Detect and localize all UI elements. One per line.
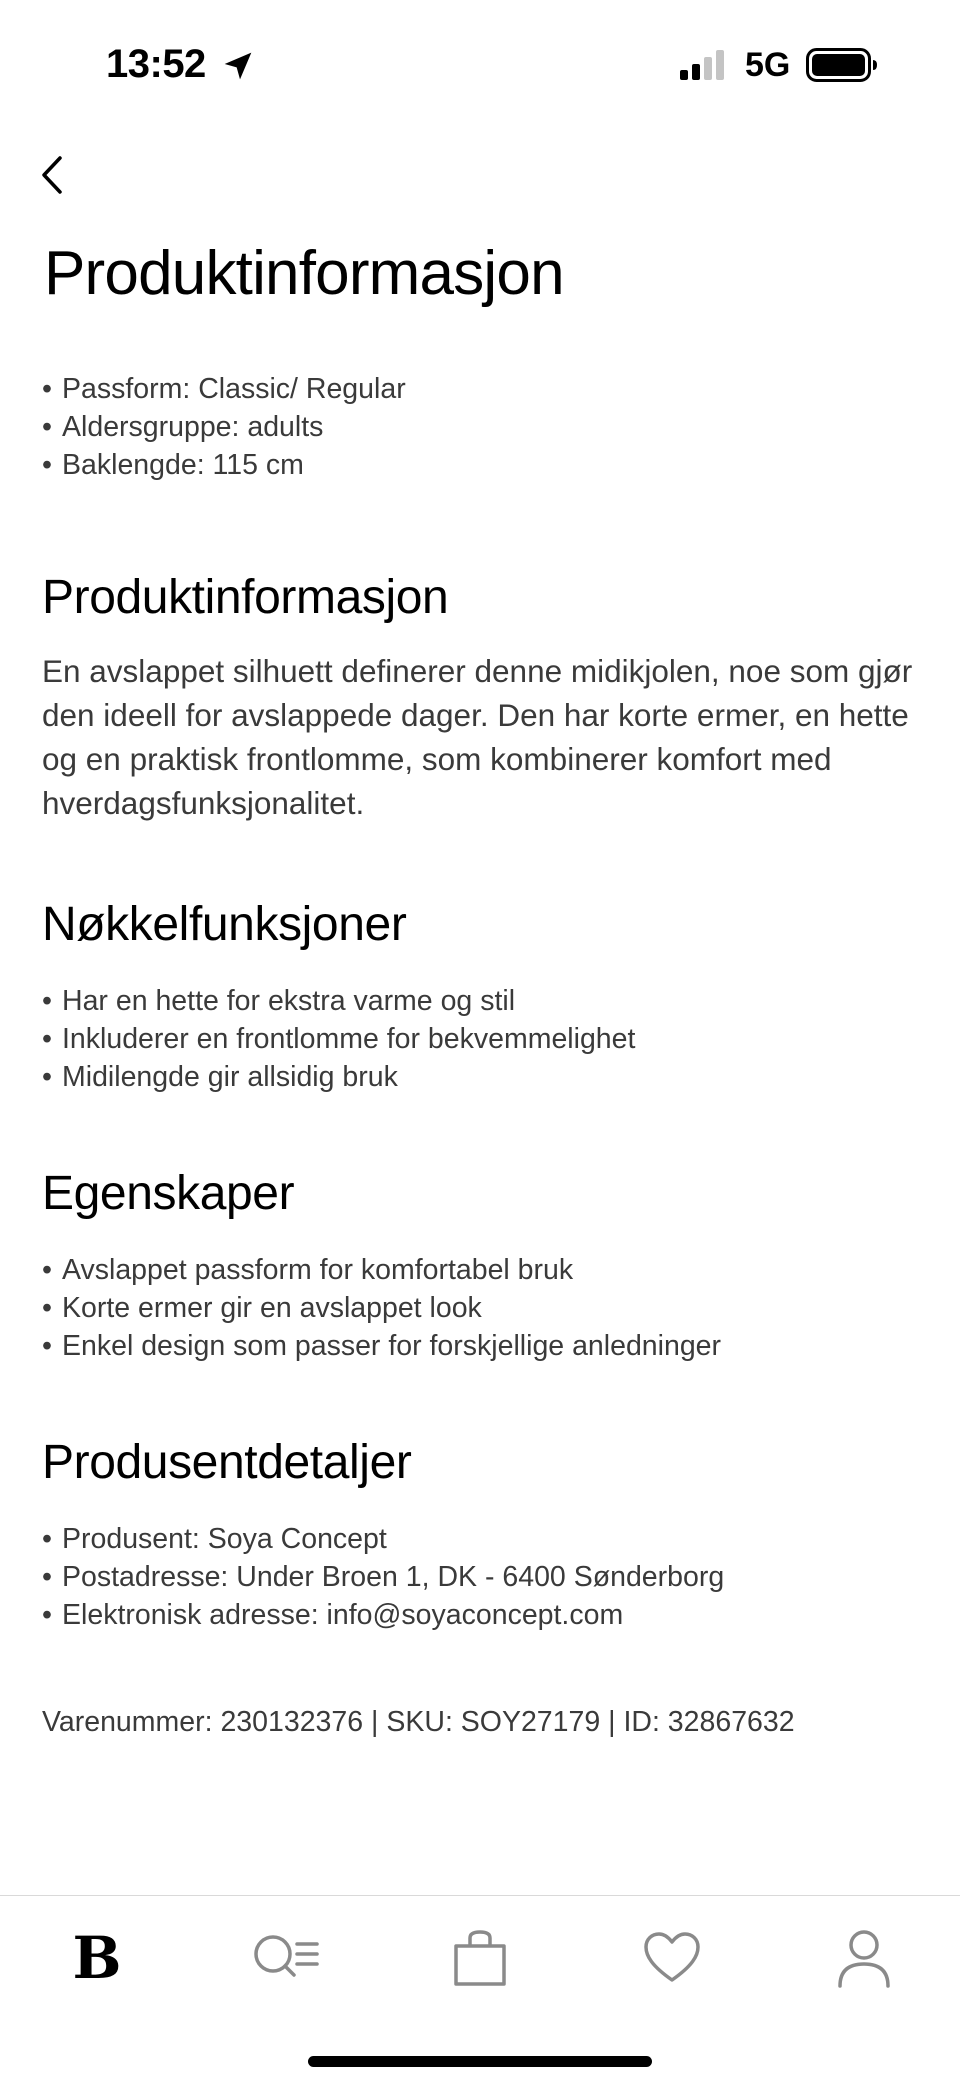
product-info-content — [42, 370, 922, 1739]
manufacturer-list — [42, 1520, 922, 1634]
network-label: 5G — [745, 46, 791, 84]
product-identifiers: Varenummer: 230132376 | SKU: SOY27179 | ID: 32867632 — [42, 1706, 795, 1738]
manufacturer-email: • Elektronisk adresse: info@soyaconcept.com — [42, 1596, 922, 1634]
battery-icon — [806, 48, 878, 82]
property-item: • Avslappet passform for komfortabel bruk — [42, 1251, 922, 1289]
brand-logo: B — [72, 1924, 122, 1992]
home-indicator — [308, 2056, 652, 2067]
page-title: Produktinformasjon — [44, 239, 564, 308]
property-item: • Korte ermer gir en avslappet look — [42, 1289, 922, 1327]
spec-item: • Baklengde: 115 cm — [42, 446, 922, 484]
property-item: • Enkel design som passer for forskjellige anledninger — [42, 1327, 922, 1365]
shopping-bag-icon — [450, 1928, 510, 1988]
manufacturer-address: • Postadresse: Under Broen 1, DK - 6400 Sønderborg — [42, 1558, 922, 1596]
status-time: 13:52 — [106, 42, 206, 86]
spec-item: • Aldersgruppe: adults — [42, 408, 922, 446]
properties-heading: Egenskaper — [42, 1167, 295, 1220]
tab-home[interactable] — [57, 1918, 137, 1998]
back-button[interactable] — [34, 150, 70, 200]
bottom-tab-bar — [0, 1895, 960, 2082]
manufacturer-heading: Produsentdetaljer — [42, 1436, 412, 1489]
key-feature-item: • Har en hette for ekstra varme og stil — [42, 982, 922, 1020]
status-bar — [0, 0, 960, 130]
tab-cart[interactable] — [440, 1918, 520, 1998]
spec-item: • Passform: Classic/ Regular — [42, 370, 922, 408]
spec-list — [42, 370, 922, 484]
key-feature-item: • Midilengde gir allsidig bruk — [42, 1058, 922, 1096]
key-feature-item: • Inkluderer en frontlomme for bekvemmelighet — [42, 1020, 922, 1058]
heart-icon — [642, 1930, 702, 1986]
tab-search[interactable] — [246, 1918, 326, 1998]
description-text: En avslappet silhuett definerer denne midikjolen, noe som gjør den ideell for avslappede dager. Den har korte ermer, en hette og en praktisk frontlomme, som kombinerer komfort med hverdagsfunksjonalitet. — [42, 653, 913, 821]
manufacturer-name: • Produsent: Soya Concept — [42, 1520, 922, 1558]
description-heading: Produktinformasjon — [42, 571, 449, 624]
properties-list — [42, 1251, 922, 1365]
key-features-list — [42, 982, 922, 1096]
location-arrow-icon — [222, 50, 254, 82]
profile-icon — [836, 1928, 892, 1988]
search-list-icon — [251, 1930, 321, 1986]
tab-profile[interactable] — [824, 1918, 904, 1998]
key-features-heading: Nøkkelfunksjoner — [42, 898, 407, 951]
tab-favorites[interactable] — [632, 1918, 712, 1998]
signal-bars-icon — [680, 50, 728, 82]
